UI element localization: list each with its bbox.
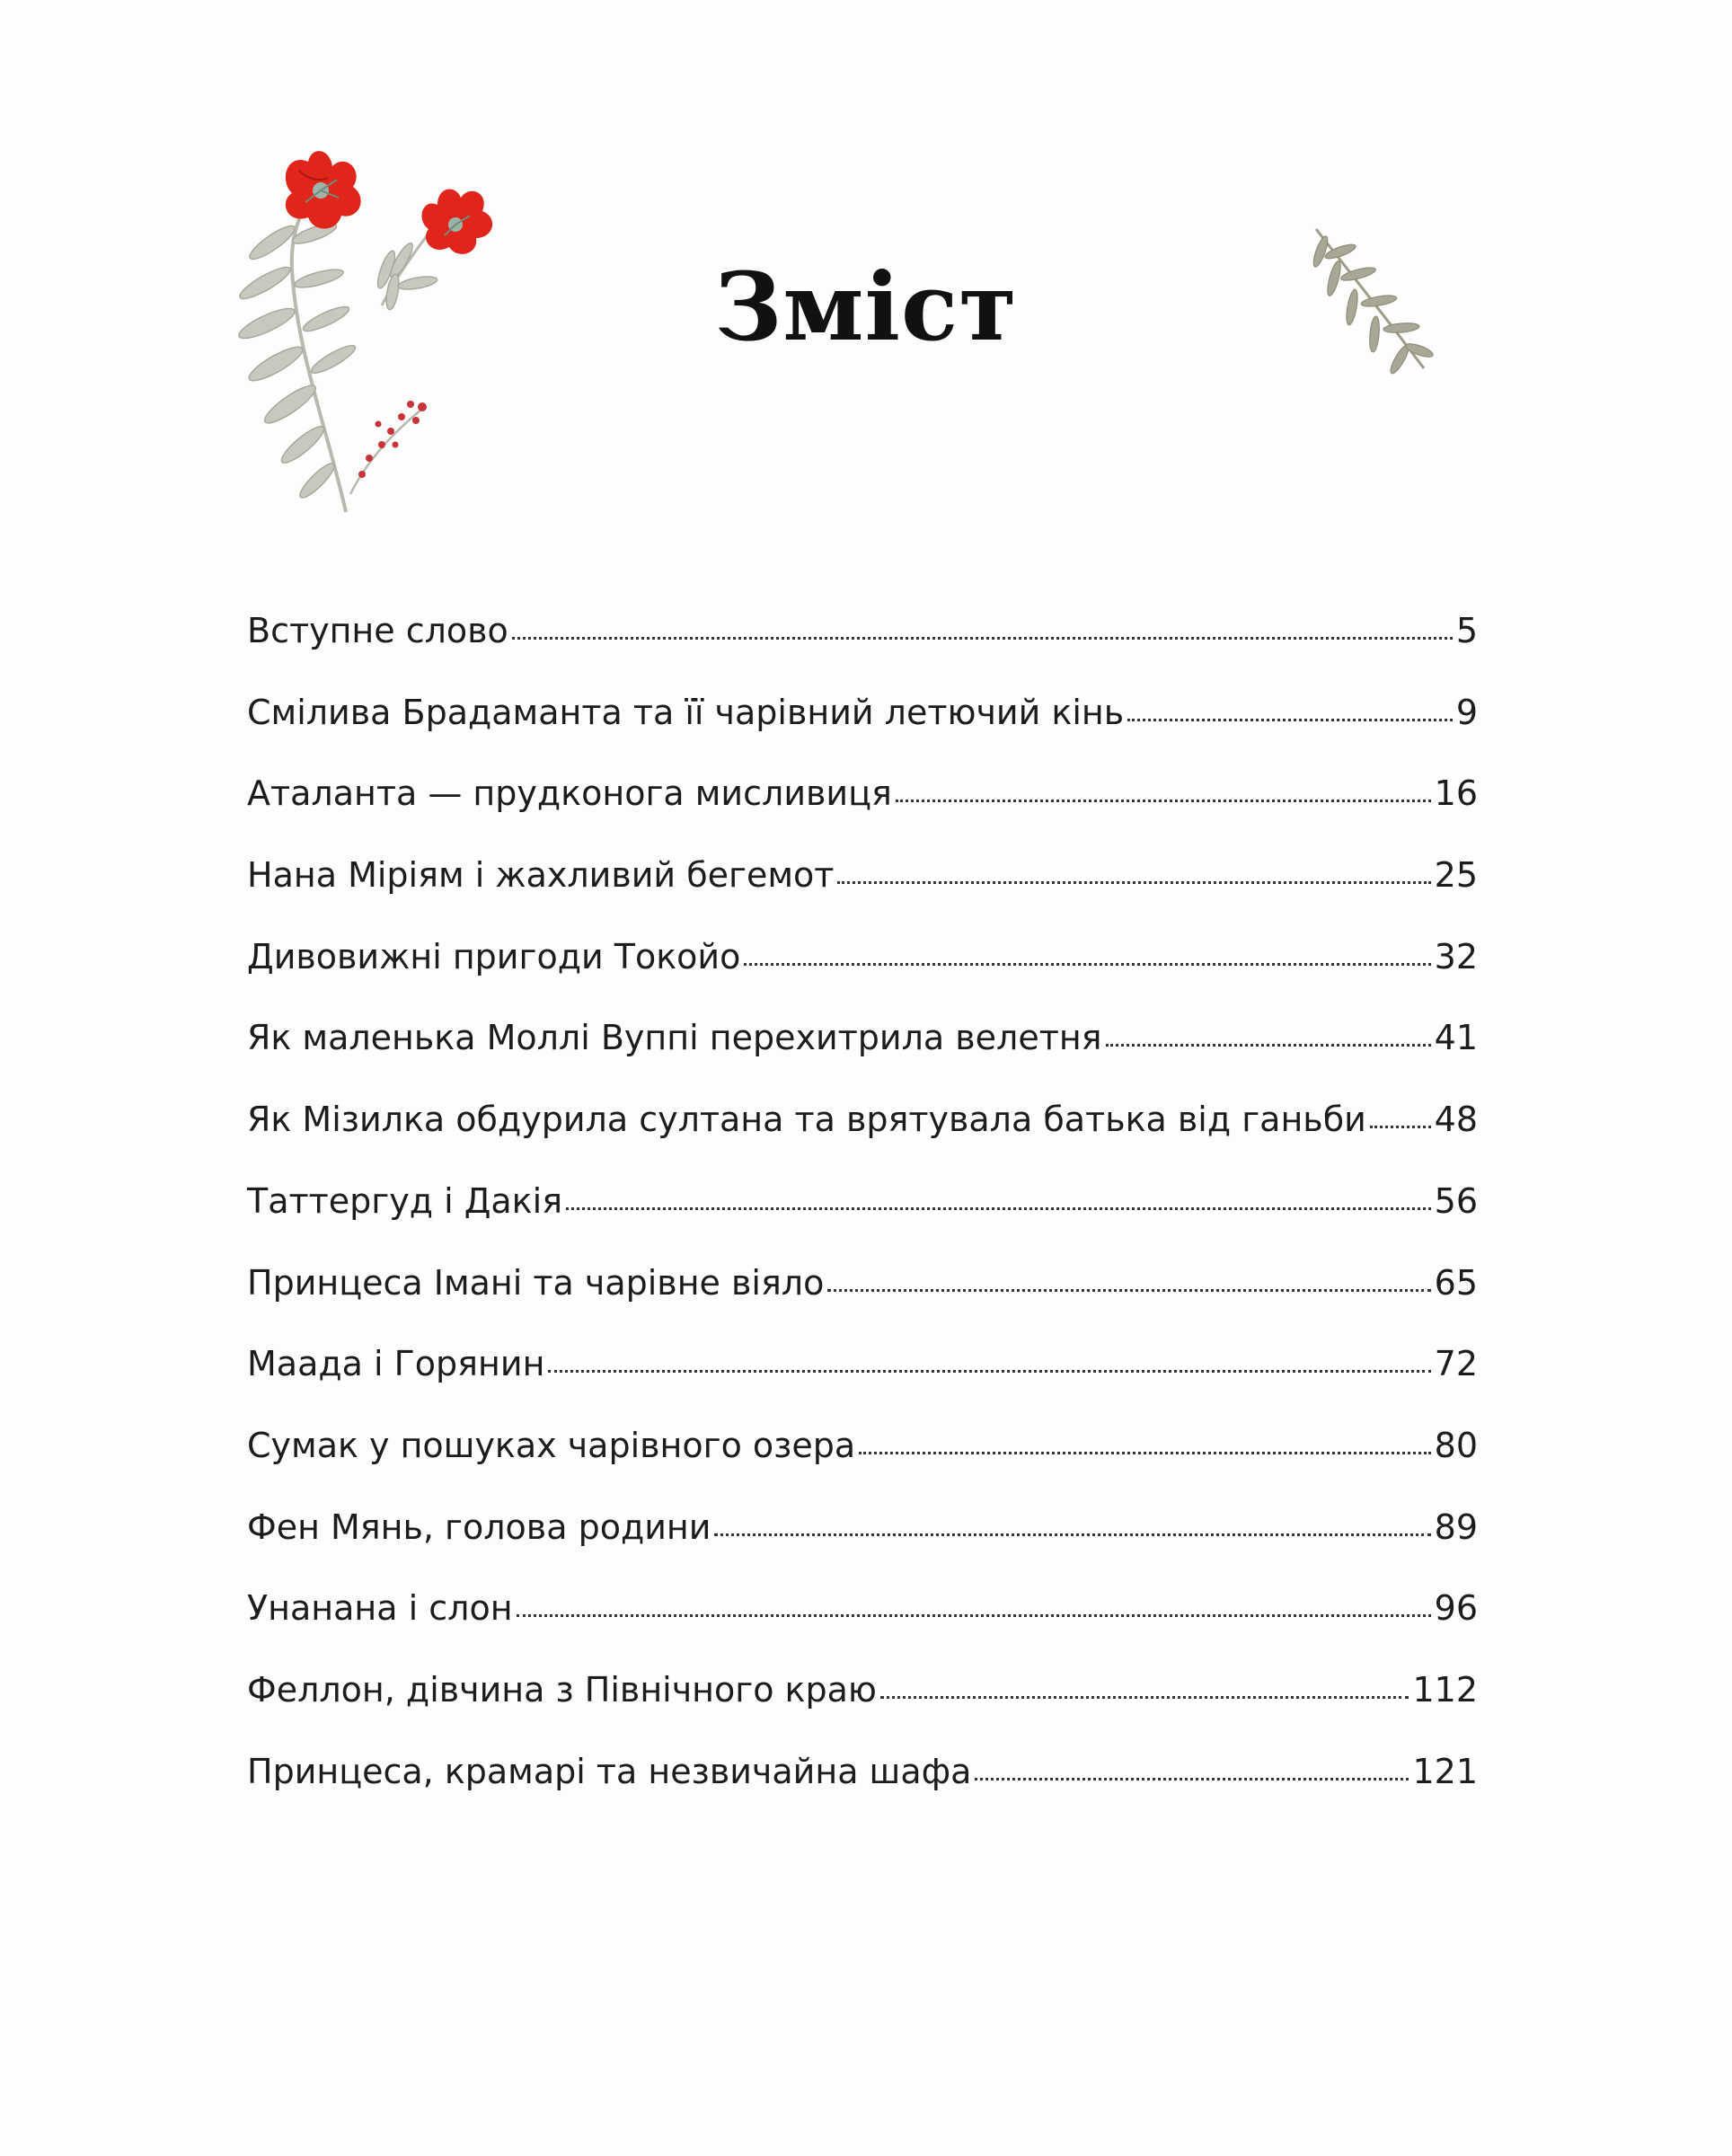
toc-entry-title: Феллон, дівчина з Північного краю bbox=[247, 1669, 877, 1710]
toc-entry[interactable] bbox=[247, 1588, 1478, 1670]
dot-leader bbox=[859, 1446, 1430, 1454]
toc-entry-title: Маада і Горянин bbox=[247, 1344, 545, 1384]
dot-leader bbox=[1370, 1120, 1431, 1128]
dot-leader bbox=[512, 632, 1453, 640]
toc-entry-page-number: 25 bbox=[1434, 855, 1478, 896]
toc-entry-title: Нана Міріям і жахливий бегемот bbox=[247, 855, 835, 896]
toc-entry-page-number: 72 bbox=[1434, 1344, 1478, 1384]
toc-entry[interactable] bbox=[247, 1018, 1478, 1100]
toc-entry[interactable] bbox=[247, 937, 1478, 1019]
toc-entry-page-number: 32 bbox=[1434, 936, 1478, 976]
dot-leader bbox=[714, 1528, 1430, 1536]
toc-entry-title: Аталанта — прудконога мисливиця bbox=[247, 773, 892, 814]
dot-leader bbox=[975, 1772, 1409, 1780]
toc-entry-page-number: 16 bbox=[1434, 773, 1478, 814]
toc-entry-page-number: 80 bbox=[1434, 1425, 1478, 1465]
dot-leader bbox=[1127, 713, 1453, 721]
toc-entry-title: Таттергуд і Дакія bbox=[247, 1180, 563, 1221]
toc-entry-title: Смілива Брадаманта та її чарівний летючий кінь bbox=[247, 692, 1125, 732]
toc-entry[interactable] bbox=[247, 1181, 1478, 1263]
dot-leader bbox=[896, 794, 1431, 802]
toc-entry-title: Сумак у пошуках чарівного озера bbox=[247, 1425, 856, 1465]
toc-entry-page-number: 89 bbox=[1434, 1507, 1478, 1547]
toc-entry-page-number: 112 bbox=[1412, 1669, 1478, 1710]
table-of-contents bbox=[247, 611, 1478, 1833]
toc-entry-page-number: 56 bbox=[1434, 1180, 1478, 1221]
toc-entry[interactable] bbox=[247, 693, 1478, 774]
toc-entry-title: Унанана і слон bbox=[247, 1588, 513, 1629]
dot-leader bbox=[880, 1691, 1409, 1699]
toc-entry[interactable] bbox=[247, 1670, 1478, 1752]
toc-entry-page-number: 48 bbox=[1434, 1100, 1478, 1140]
toc-entry[interactable] bbox=[247, 1507, 1478, 1589]
dot-leader bbox=[548, 1365, 1430, 1373]
dot-leader bbox=[827, 1284, 1430, 1292]
dot-leader bbox=[566, 1202, 1431, 1210]
toc-entry-page-number: 41 bbox=[1434, 1018, 1478, 1058]
toc-entry-title: Дивовижні пригоди Токойо bbox=[247, 936, 741, 976]
toc-entry[interactable] bbox=[247, 611, 1478, 693]
dot-leader bbox=[744, 958, 1430, 966]
toc-entry[interactable] bbox=[247, 1426, 1478, 1507]
toc-entry[interactable] bbox=[247, 1344, 1478, 1426]
toc-entry[interactable] bbox=[247, 773, 1478, 855]
toc-entry[interactable] bbox=[247, 1263, 1478, 1345]
dot-leader bbox=[517, 1609, 1431, 1617]
toc-entry-title: Фен Мянь, голова родини bbox=[247, 1507, 711, 1547]
toc-entry[interactable] bbox=[247, 1100, 1478, 1181]
toc-entry[interactable] bbox=[247, 1752, 1478, 1833]
toc-entry-page-number: 121 bbox=[1412, 1751, 1478, 1791]
toc-entry-title: Принцеса, крамарі та незвичайна шафа bbox=[247, 1751, 972, 1791]
toc-entry-title: Принцеса Імані та чарівне віяло bbox=[247, 1262, 825, 1303]
dot-leader bbox=[1106, 1038, 1431, 1047]
toc-entry[interactable] bbox=[247, 855, 1478, 937]
toc-entry-page-number: 5 bbox=[1455, 611, 1478, 650]
page-title: Зміст bbox=[714, 252, 1018, 362]
toc-entry-page-number: 96 bbox=[1434, 1588, 1478, 1629]
toc-entry-page-number: 65 bbox=[1434, 1262, 1478, 1303]
toc-entry-title: Вступне слово bbox=[247, 611, 508, 650]
toc-entry-title: Як Мізилка обдурила султана та врятувала батька від ганьби bbox=[247, 1100, 1366, 1140]
dot-leader bbox=[837, 876, 1430, 884]
toc-entry-title: Як маленька Моллі Вуппі перехитрила велетня bbox=[247, 1018, 1102, 1058]
toc-entry-page-number: 9 bbox=[1455, 692, 1478, 732]
